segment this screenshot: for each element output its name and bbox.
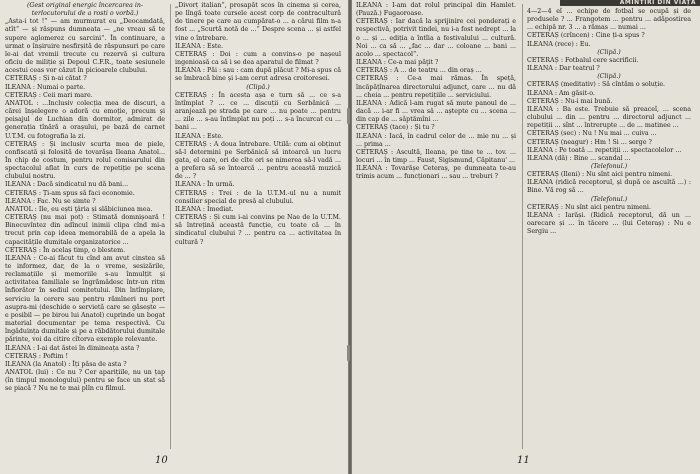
dialogue-paragraph: ILEANA : Pe toată ... repetiții ... spectacolelor ...: [527, 146, 682, 154]
dialogue-paragraph: CETERAȘ (meditativ) : Să cîntăm o soluție.: [527, 81, 666, 89]
dialogue-paragraph: ILEANA : Ce-ai făcut tu cînd am avut cinstea să te informez, dar, de la o vreme, sesizările, reclamațiile și memoriile s-au înmulțit și activitatea familiale se îngrămădesc într-un ritm înfiorător în sediul comitetului. Din întîmplare, serviciu la cerere sau pentru rămîneri nu port asupra-mi (deschide o servietă care se găsește — e posibil — pe birou lui Anatol) cuprinde un bogat material documentar pe tema respectivă. Cu îngăduința dumitale și pe a răbdătorului dumitale părinte, voi da citire cîtorva exemple relevante.: [5, 254, 165, 344]
dialogue-paragraph: ILEANA : Dar teatrul ?: [527, 65, 600, 73]
dialogue-paragraph: „Divorț italian“, prosapăt scos în cinema și cerea, pe lîngă toate cursele acest corp de contracultură de tinere pe care au cumpărat-o ... a cărui film n-a fost ... „Scurtă notă de ...“ Despre scena ... și astfel vine o întrebare.: [175, 2, 341, 42]
dialogue-paragraph: CETERAȘ : Nu sînt aici pentru nimeni.: [527, 203, 651, 211]
dialogue-paragraph: ANATOL (lui) : Ce nu ? Cer aparițiile, nu un țap (în timpul monologului) pentru se face un stat să se piacă ? Nu ne te mai plîn cu filmul.: [5, 369, 165, 393]
dialogue-paragraph: ILEANA : Ce-a mai păţit ?: [356, 59, 439, 67]
dialogue-paragraph: „Asta-i tot !“ — am murmurat eu „Deocamdată, atît“ — și răspuns dumneata — „ne vreau să te supere aglomerez cu sarcini“. În continuare, a urmat o înșiruire nesfirșită de răspunsuri pe care le-ai dat vremii trecute cu rezervă și cultura oficiu de miliție și Depoul C.F.R., toate sesiunele acestui ceas vor căzut în picioarele clubului.: [5, 18, 165, 75]
running-header-text: AMINTIRI DIN VIAȚA: [619, 0, 696, 6]
dialogue-paragraph: CETERAȘ : Și cum i-ai convins pe Nae de la U.T.M. să întrețină această funcție, cu toate că ... în sindicatul clubului ? ... pentru ca ... activitatea în cultură ?: [175, 214, 341, 246]
dialogue-paragraph: CETERAȘ : Ți-am spus să faci economie.: [5, 189, 135, 197]
dialogue-paragraph: CETERAȘ : A ... de teatru ... din oraș ...: [356, 67, 482, 75]
dialogue-paragraph: ILEANA : În urmă.: [175, 181, 235, 189]
dialogue-paragraph: ILEANA (la Anatol) : Îți păsa de asta ?: [5, 360, 127, 368]
dialogue-paragraph: (Telefonul.): [590, 195, 628, 203]
dialogue-paragraph: CETERAȘ : Ceii mari mare.: [5, 91, 93, 99]
dialogue-paragraph: ILEANA : Tovarășe Ceteraș, pe dumneata te-au trimis acum ... funcționari ... sau ... treburi ?: [356, 165, 516, 181]
dialogue-paragraph: CETERAȘ : În acesta așa e turn să ... ce s-a întîmplat ? ... ce ... discuții cu Serbănică ... aranjează pe strada pe care ... nu poate ... pentru ... zile ... s-au întîmplat nu poți ... s-a încurcat cu ... bani ...: [175, 91, 341, 132]
dialogue-paragraph: ILEANA : Dacă sindicatul nu dă bani...: [5, 181, 129, 189]
dialogue-paragraph: CETERAȘ : Ascultă, Ileana, pe tine te ... tov. ... locuri ... în timp ... Faust, Sigismund, Căpitanu' ...: [356, 148, 516, 164]
dialogue-paragraph: CETERAȘ (crîncen) : Cine ți-a spus ?: [527, 32, 645, 40]
page-number-left: 10: [155, 455, 168, 466]
dialogue-paragraph: ILEANA : Adică l-am rugat să mute panoul de ... dacă ... i-ar fi ... vrea să ... aștepte cu ... scena ... din cap de ... săptămîni ...: [356, 99, 516, 124]
dialogue-paragraph: ILEANA : Iarăși. (Ridică receptorul, dă un ... oarecare și ... în tăcere ... (lui Ceteraș) : Nu e Sergiu ...: [527, 211, 691, 236]
left-page: [0, 0, 348, 474]
dialogue-paragraph: CETERAȘ : Doi : cum a convins-o pe nașeul ingenioasă ca să i se dea aparatul de filmat ?: [175, 50, 341, 67]
right-column-1: [356, 2, 516, 181]
dialogue-paragraph: CETERAȘ : Și inclusiv scurta mea de piele, confiscată și folosită de tovarășa Ileana Anatol... În chip de costum, pentru rolul comisarului din spectacolul aflat în curs de repetiție pe scena clubului nostru.: [5, 140, 165, 181]
dialogue-paragraph: CETERAȘ (sec) : Nu ! Nu mai ... cuiva ...: [527, 130, 657, 138]
dialogue-paragraph: ILEANA (dă) : Bine ... scandal ...: [527, 154, 631, 162]
dialogue-paragraph: CETERAȘ : Iar dacă la sprijinire cei ponderați e respectivă, potrivit tindei, nu i-a fost nedrept ... la o ... și ... ediția a întîia a festivalului ... cultură. Noi ... ca să ... „fac ... dar ... coloane ... bani ... acolo ... spectacol“.: [356, 18, 516, 58]
dialogue-paragraph: ILEANA : Păi : sau : cam după plăcut ? Mi-a spus că se îmbracă bine și i-am cerut adresa croitoresei.: [175, 67, 341, 83]
dialogue-paragraph: ILEANA : Este.: [175, 132, 224, 140]
dialogue-paragraph: CETERAȘ (nu mai pot) : Stimată domnișoară ! Binecuvîntez din adîncul inimii clipa cînd mi-a trecut prin cap ideea memorabilă de a apela la capacitățile dumitale organizatorice ...: [5, 214, 165, 246]
dialogue-paragraph: CETERAȘ : În acelaș timp, o blestem.: [5, 246, 126, 254]
dialogue-paragraph: (Clipă.): [597, 48, 621, 56]
dialogue-paragraph: (Clipă.): [597, 73, 621, 81]
dialogue-paragraph: ILEANA : Am găsit-o.: [527, 89, 595, 97]
dialogue-paragraph: ILEANA : Imediat.: [175, 205, 234, 213]
dialogue-paragraph: ILEANA (ridică receptorul, și după ce ascultă ...) : Bine. Vă rog să ...: [527, 179, 691, 195]
dialogue-paragraph: CETERAȘ : Poftim !: [5, 352, 69, 360]
dialogue-paragraph: CETERAȘ : Nu-i mai bună.: [527, 97, 613, 105]
dialogue-paragraph: CETERAȘ : A doua întrebare. Utilă: cum ai obținut să-l determini pe Serbănică să intoarcă un lucru gata, el care, ori de cîte ori se nimerea să-l vadă ... a prefera să se întoarcă ... pentru această muzică de ... ?: [175, 140, 341, 181]
dialogue-paragraph: ANATOL : Ile, eu ești ţâria și slăbiciunea mea.: [5, 205, 153, 213]
dialogue-paragraph: ANATOL : ...Inclusiv colecția mea de discuri, a cărei înșelegere o adoră cu emoție, precum și peisajul de Luchian din dormitor, admirat de generația tînără a orașului, pe bază de carnet U.T.M. cu fotografia la zi.: [5, 99, 165, 140]
dialogue-paragraph: (Telefonul.): [590, 162, 628, 170]
dialogue-paragraph: ILEANA : Iacă, în cadrul celor de ... mie nu ... și ... prima ...: [356, 132, 516, 148]
dialogue-paragraph: (Gest original energic încercarea in-terlocutorului de a rosti o vorbă.): [26, 2, 144, 18]
right-column-2: [527, 8, 691, 236]
dialogue-paragraph: CETERAȘ (Ileni) : Nu sînt aici pentru nimeni.: [527, 171, 673, 179]
dialogue-paragraph: ILEANA : I-am dat rolul principal din Hamlet. (Pauză.) Fugaoroase.: [356, 2, 516, 18]
staple-bottom: [347, 345, 350, 361]
dialogue-paragraph: ILEANA (rece) : Eu.: [527, 40, 591, 48]
right-page: [352, 0, 700, 474]
column-divider: [522, 4, 523, 449]
dialogue-paragraph: ILEANA : Fac. Nu se simte ?: [5, 197, 96, 205]
staple-top: [347, 108, 350, 124]
dialogue-paragraph: 4—2—4 eî ... echipe de fotbal se ocupă și de produsele ? ... Frangotem ... pentru ... adăpostirea ... echipă nr. 3 ... a rămas ... numai ...: [527, 8, 691, 32]
dialogue-paragraph: CETERAȘ : Fotbalul cere sacrificii.: [527, 56, 639, 64]
dialogue-paragraph: CETERAȘ : Și n-ai cătat ?: [5, 75, 87, 83]
dialogue-paragraph: (Clipă.): [246, 83, 270, 91]
dialogue-paragraph: ILEANA : Numai o parte.: [5, 83, 86, 91]
dialogue-paragraph: ILEANA : I-ai dat ăstei în dimineața asta ?: [5, 344, 140, 352]
dialogue-paragraph: ILEANA : Este.: [175, 42, 224, 50]
dialogue-paragraph: CETERAȘ : Ce-a mai rămas. În speță, încăpățînarea directorului adjunct, care ... nu dă ... cheia ... pentru repetițiile ... serviciului.: [356, 75, 516, 99]
left-column-2: [175, 2, 341, 247]
page-number-right: 11: [517, 455, 530, 466]
dialogue-paragraph: CETERAȘ (tace) : Și tu ?: [356, 124, 435, 132]
dialogue-paragraph: CETERAȘ : Trei : de la U.T.M.-ul nu a numit consilier special de presă al clubului.: [175, 189, 341, 205]
running-header: [560, 0, 700, 6]
dialogue-paragraph: CETERAȘ (neagur) : Hm ! Si ... serge ?: [527, 138, 652, 146]
left-column-1: [5, 2, 165, 394]
dialogue-paragraph: ILEANA : Ba este. Trebuie să preaceî, ... scena clubului ... din ... pentru ... directorul adjunct ... repetiții ... sînt ... întrerupte ... de ... matinee ...: [527, 105, 691, 130]
column-divider: [170, 4, 171, 449]
